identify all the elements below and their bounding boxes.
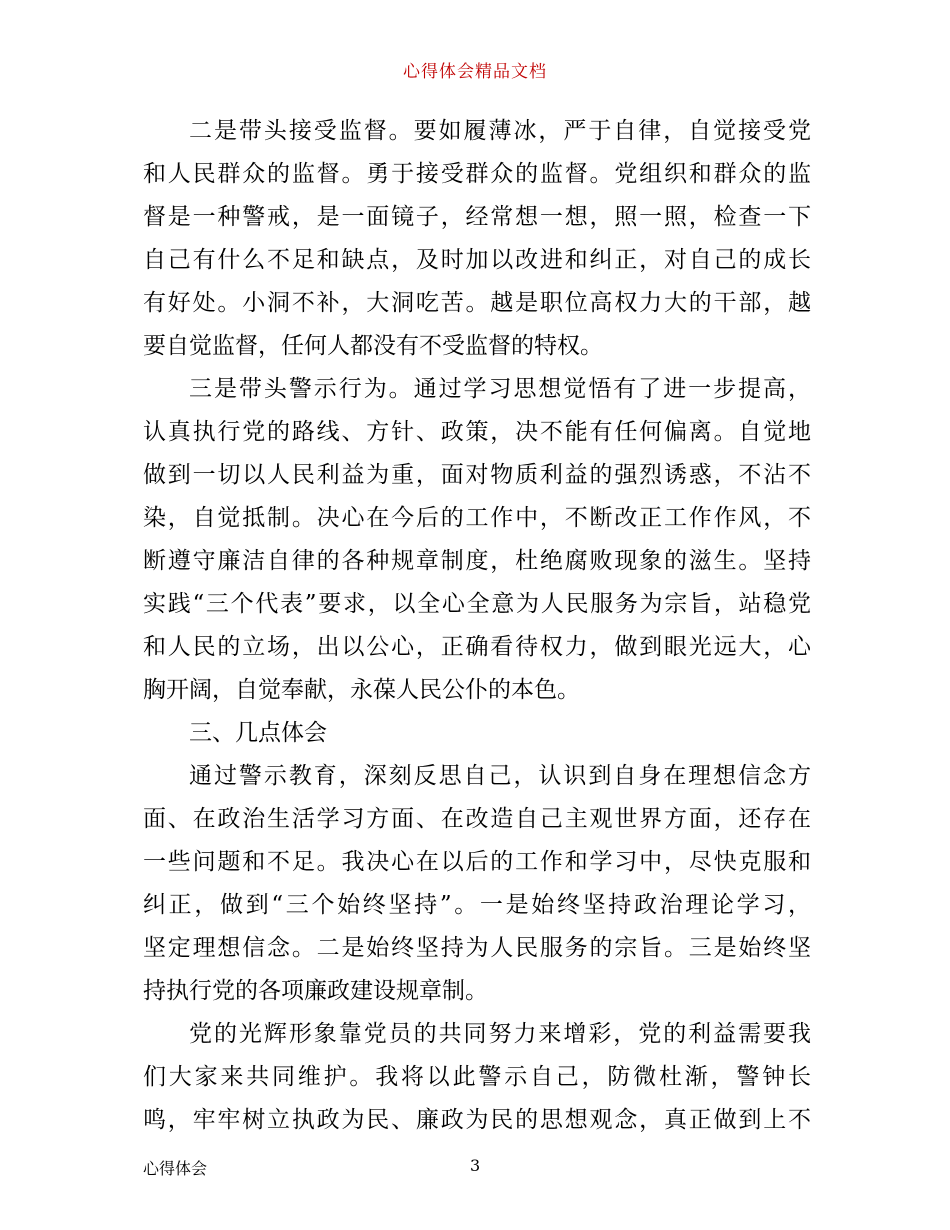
text-line: 面、在政治生活学习方面、在改造自己主观世界方面，还存在 [143, 806, 811, 832]
text-line: 断遵守廉洁自律的各种规章制度，杜绝腐败现象的滋生。坚持 [143, 548, 811, 574]
text-line: 和人民的立场，出以公心，正确看待权力，做到眼光远大，心 [143, 634, 811, 660]
text-line: 督是一种警戒，是一面镜子，经常想一想，照一照，检查一下 [143, 204, 811, 230]
text-line: 自己有什么不足和缺点，及时加以改进和纠正，对自己的成长 [143, 247, 811, 273]
text-line: 三是带头警示行为。通过学习思想觉悟有了进一步提高， [189, 376, 811, 402]
text-line: 要自觉监督，任何人都没有不受监督的特权。 [143, 333, 603, 359]
text-line: 持执行党的各项廉政建设规章制。 [143, 978, 488, 1004]
page-footer-label: 心得体会 [143, 1159, 208, 1178]
text-line: 通过警示教育，深刻反思自己，认识到自身在理想信念方 [189, 763, 811, 789]
text-line: 纠正，做到“三个始终坚持”。一是始终坚持政治理论学习， [143, 892, 811, 918]
text-line: 二是带头接受监督。要如履薄冰，严于自律，自觉接受党 [189, 118, 811, 144]
text-line: 和人民群众的监督。勇于接受群众的监督。党组织和群众的监 [143, 161, 811, 187]
paragraph [143, 755, 811, 1013]
text-line: 做到一切以人民利益为重，面对物质利益的强烈诱惑，不沾不 [143, 462, 811, 488]
text-line: 坚定理想信念。二是始终坚持为人民服务的宗旨。三是始终坚 [143, 935, 811, 961]
paragraph [143, 1013, 811, 1142]
text-line: 有好处。小洞不补，大洞吃苦。越是职位高权力大的干部，越 [143, 290, 811, 316]
paragraph [143, 110, 811, 368]
text-line: 一些问题和不足。我决心在以后的工作和学习中，尽快克服和 [143, 849, 811, 875]
text-line: 胸开阔，自觉奉献，永葆人民公仆的本色。 [143, 677, 580, 703]
text-line: 党的光辉形象靠党员的共同努力来增彩，党的利益需要我 [189, 1021, 811, 1047]
text-line: 认真执行党的路线、方针、政策，决不能有任何偏离。自觉地 [143, 419, 811, 445]
text-line: 染，自觉抵制。决心在今后的工作中，不断改正工作作风，不 [143, 505, 811, 531]
text-line: 实践“三个代表”要求，以全心全意为人民服务为宗旨，站稳党 [143, 591, 811, 617]
text-line: 们大家来共同维护。我将以此警示自己，防微杜渐，警钟长 [143, 1064, 811, 1090]
page-header-title: 心得体会精品文档 [403, 62, 547, 82]
text-line: 鸣，牢牢树立执政为民、廉政为民的思想观念，真正做到上不 [143, 1107, 811, 1133]
section-heading [143, 712, 811, 755]
section-heading-text: 三、几点体会 [189, 720, 327, 746]
paragraph [143, 368, 811, 712]
document-body [143, 110, 811, 1142]
page-number: 3 [470, 1156, 481, 1175]
